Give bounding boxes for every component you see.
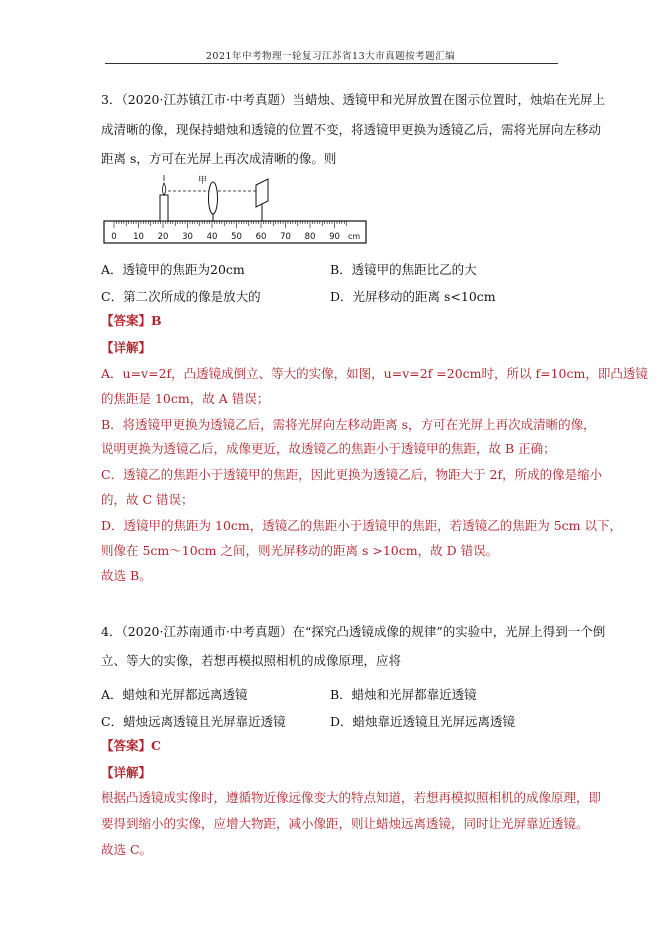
- ruler-tick-label: 30: [182, 232, 193, 242]
- q3-stem-line-1: 3．（2020·江苏镇江市·中考真题）当蜡烛、透镜甲和光屏放置在图示位置时，烛焰在光屏上: [101, 92, 605, 107]
- ruler-tick-label: 80: [304, 232, 316, 242]
- q3-explanation-line: 的焦距是 10cm，故 A 错误；: [101, 391, 270, 406]
- q3-conclusion: 故选 B。: [101, 568, 152, 583]
- ruler-tick-label: 20: [157, 232, 169, 242]
- q4-detail-heading: 【详解】: [101, 765, 152, 780]
- q4-option-c: C．蜡烛远离透镜且光屏靠近透镜: [101, 714, 286, 729]
- ruler-tick-label: 60: [255, 232, 267, 242]
- q3-explanation-line: C．透镜乙的焦距小于透镜甲的焦距，因此更换为透镜乙后，物距大于 2f，所成的像是缩小: [101, 467, 603, 482]
- optical-bench-figure: [100, 173, 380, 248]
- q3-explanation-line: A．u=v=2f，凸透镜成倒立、等大的实像，如图，u=v=2f =20cm时，所以 f=10cm，即凸透镜: [101, 366, 648, 381]
- q3-option-a: A．透镜甲的焦距为20cm: [101, 262, 245, 277]
- ruler-tick-label: 70: [280, 232, 291, 242]
- q4-stem-line-1: 4．（2020·江苏南通市·中考真题）在“探究凸透镜成像的规律”的实验中，光屏上得到一个倒: [101, 624, 606, 639]
- q3-explanation-line: D．透镜甲的焦距为 10cm，透镜乙的焦距小于透镜甲的焦距，若透镜乙的焦距为 5cm 以下，: [101, 518, 623, 533]
- q4-answer: 【答案】C: [101, 738, 161, 753]
- q4-stem-line-2: 立、等大的实像，若想再模拟照相机的成像原理，应将: [101, 653, 402, 668]
- q3-detail-heading: 【详解】: [101, 340, 152, 355]
- q3-explanation-line: 说明更换为透镜乙后，成像更近，故透镜乙的焦距小于透镜甲的焦距，故 B 正确；: [101, 441, 556, 456]
- q3-explanation-line: 的，故 C 错误；: [101, 492, 194, 507]
- lens-label: 甲: [198, 176, 208, 186]
- ruler-tick-label: 90: [329, 232, 340, 242]
- ruler-tick-label: 0: [111, 232, 117, 242]
- q3-explanation-line: B．将透镜甲更换为透镜乙后，需将光屏向左移动距离 s，方可在光屏上再次成清晰的像，: [101, 417, 596, 432]
- q3-answer: 【答案】B: [101, 313, 162, 328]
- q3-stem-line-2: 成清晰的像，现保持蜡烛和透镜的位置不变，将透镜甲更换为透镜乙后，需将光屏向左移动: [101, 122, 602, 137]
- q3-option-d: D．光屏移动的距离 s<10cm: [330, 289, 496, 304]
- ruler-unit-label: cm: [348, 232, 361, 241]
- light-screen-icon: [256, 179, 268, 221]
- q4-explanation-line: 根据凸透镜成实像时，遵循物近像远像变大的特点知道，若想再模拟照相机的成像原理，即: [101, 790, 602, 805]
- convex-lens-icon: [209, 182, 218, 221]
- candle-icon: [160, 175, 168, 221]
- q4-option-b: B．蜡烛和光屏都靠近透镜: [330, 687, 477, 702]
- page-header: 2021年中考物理一轮复习江苏省13大市真题按考题汇编: [205, 51, 456, 62]
- q4-explanation-line: 要得到缩小的实像，应增大物距，减小像距，则让蜡烛远离透镜，同时让光屏靠近透镜。: [101, 816, 589, 831]
- q3-option-b: B．透镜甲的焦距比乙的大: [330, 262, 477, 277]
- ruler-tick-label: 40: [206, 232, 218, 242]
- ruler-tick-label: 10: [133, 232, 144, 242]
- q3-option-c: C．第二次所成的像是放大的: [101, 289, 261, 304]
- q3-stem-line-3: 距离 s，方可在光屏上再次成清晰的像。则: [101, 151, 337, 166]
- q4-conclusion: 故选 C。: [101, 842, 153, 857]
- q4-option-d: D．蜡烛靠近透镜且光屏远离透镜: [330, 714, 516, 729]
- q4-option-a: A．蜡烛和光屏都远离透镜: [101, 687, 248, 702]
- header-rule: [105, 63, 558, 64]
- ruler-tick-label: 50: [231, 232, 242, 242]
- q3-explanation-line: 则像在 5cm～10cm 之间，则光屏移动的距离 s >10cm，故 D 错误。: [101, 543, 499, 558]
